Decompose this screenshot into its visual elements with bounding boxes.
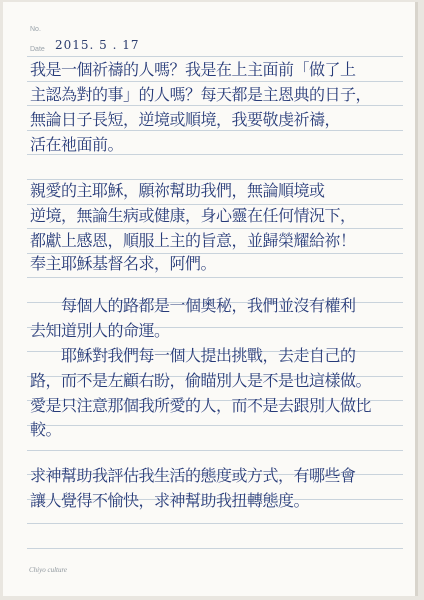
handwritten-date: 2015. 5 . 17 <box>55 38 140 52</box>
ruled-line <box>27 105 403 106</box>
ruled-line <box>27 81 403 82</box>
ruled-line <box>27 277 403 278</box>
handwritten-line: 每個人的路都是一個奧秘，我們並沒有權利 <box>61 296 356 315</box>
notebook-page <box>3 2 418 596</box>
ruled-line <box>27 228 403 229</box>
ruled-line <box>27 204 403 205</box>
handwritten-line: 路，而不是左顧右盼，偷瞄別人是不是也這樣做。 <box>30 371 372 390</box>
handwritten-line: 奉主耶穌基督名求，阿們。 <box>30 254 217 273</box>
handwritten-line: 都獻上感恩，順服上主的旨意，並歸榮耀給祢！ <box>30 231 356 250</box>
handwritten-line: 較。 <box>30 420 62 439</box>
handwritten-line: 讓人覺得不愉快，求神幫助我扭轉態度。 <box>30 491 310 510</box>
date-label: Date <box>30 46 45 53</box>
ruled-line <box>27 56 403 57</box>
ruled-line <box>27 450 403 451</box>
handwritten-line: 無論日子長短，逆境或順境，我要敬虔祈禱， <box>30 110 341 129</box>
handwritten-line: 主認為對的事」的人嗎？每天都是主恩典的日子， <box>30 85 372 104</box>
handwritten-line: 活在祂面前。 <box>30 135 124 154</box>
handwritten-line: 我是一個祈禱的人嗎？我是在上主面前「做了上 <box>30 60 356 79</box>
ruled-line <box>27 179 403 180</box>
brand-logo: Chiyo culture <box>29 566 68 574</box>
handwritten-line: 親愛的主耶穌，願祢幫助我們，無論順境或 <box>30 181 325 200</box>
ruled-line <box>27 425 403 426</box>
handwritten-line: 耶穌對我們每一個人提出挑戰，去走自己的 <box>61 346 356 365</box>
handwritten-line: 愛是只注意那個我所愛的人，而不是去跟別人做比 <box>30 396 372 415</box>
ruled-line <box>27 523 403 524</box>
handwritten-line: 求神幫助我評估我生活的態度或方式，有哪些會 <box>30 466 356 485</box>
handwritten-line: 去知道別人的命運。 <box>30 321 170 340</box>
handwritten-line: 逆境，無論生病或健康，身心靈在任何情況下， <box>30 206 356 225</box>
ruled-line <box>27 548 403 549</box>
number-label: No. <box>30 26 41 33</box>
